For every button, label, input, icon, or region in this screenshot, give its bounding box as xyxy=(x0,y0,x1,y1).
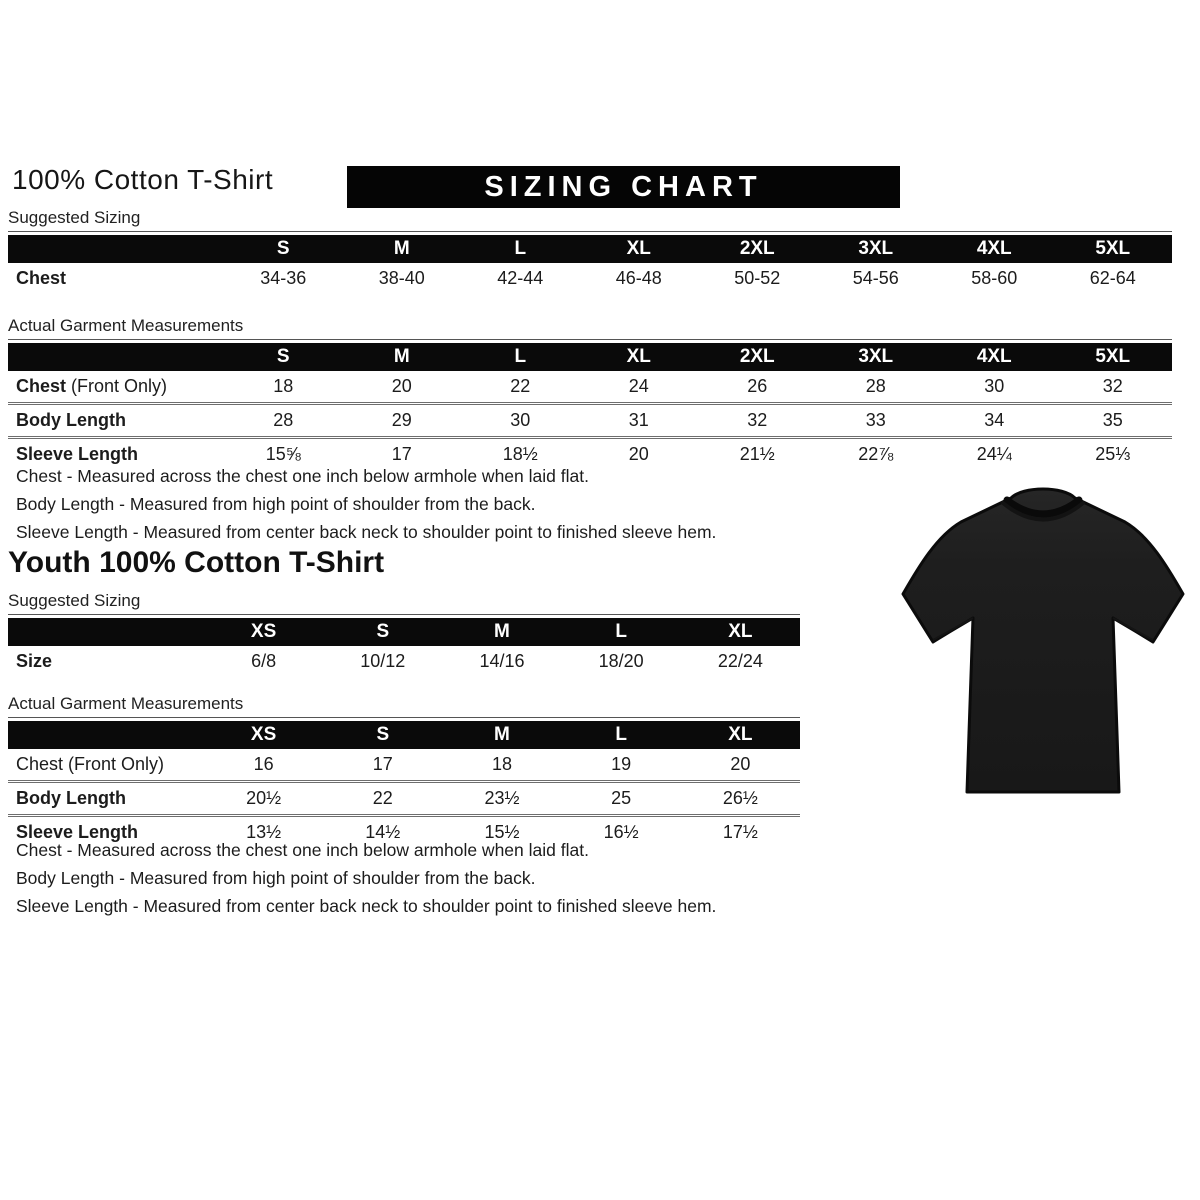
col-header-empty xyxy=(8,235,224,263)
youth-actual-measurements-section xyxy=(8,694,800,848)
col-header: S xyxy=(323,721,442,749)
table-row-chest xyxy=(8,371,1172,404)
col-header: L xyxy=(562,618,681,646)
row-label: Chest (Front Only) xyxy=(16,376,168,396)
table-row-size xyxy=(8,646,800,677)
row-label: Sleeve Length xyxy=(8,816,204,849)
cell: 24 xyxy=(628,376,649,396)
cell: 34-36 xyxy=(260,268,307,288)
tshirt-icon xyxy=(890,472,1196,812)
cell: 50-52 xyxy=(734,268,781,288)
col-header: S xyxy=(224,235,343,263)
youth-section-title: Youth 100% Cotton T-Shirt xyxy=(8,546,385,579)
cell: 21½ xyxy=(698,438,817,471)
col-header: 5XL xyxy=(1054,343,1173,371)
cell: 22 xyxy=(323,782,442,816)
col-header: 4XL xyxy=(935,343,1054,371)
cell: 14/16 xyxy=(479,651,525,671)
cell: 38-40 xyxy=(378,268,425,288)
col-header: 4XL xyxy=(935,235,1054,263)
cell: 20 xyxy=(580,438,699,471)
row-label: Sleeve Length xyxy=(8,438,224,471)
col-header: 2XL xyxy=(698,343,817,371)
note-body-length: Body Length - Measured from high point of shoulder from the back. xyxy=(16,868,536,888)
section-label: Suggested Sizing xyxy=(8,591,800,615)
col-header: 3XL xyxy=(817,343,936,371)
note-sleeve-length: Sleeve Length - Measured from center back neck to shoulder point to finished sleeve hem. xyxy=(16,522,717,542)
adult-suggested-table xyxy=(8,235,1172,294)
cell: 16 xyxy=(253,754,274,774)
col-header: XL xyxy=(580,235,699,263)
note-chest: Chest - Measured across the chest one inch below armhole when laid flat. xyxy=(16,840,589,860)
cell: 23½ xyxy=(442,782,561,816)
cell: 13½ xyxy=(204,816,323,849)
cell: 22 xyxy=(510,376,531,396)
cell: 24¼ xyxy=(935,438,1054,471)
cell: 10/12 xyxy=(360,651,406,671)
col-header: S xyxy=(224,343,343,371)
cell: 18 xyxy=(273,376,294,396)
cell: 46-48 xyxy=(615,268,662,288)
cell: 32 xyxy=(698,404,817,438)
row-label: Body Length xyxy=(8,782,204,816)
adult-suggested-sizing-section xyxy=(8,208,1172,294)
cell: 15⅝ xyxy=(224,438,343,471)
cell: 18/20 xyxy=(598,651,644,671)
section-label: Actual Garment Measurements xyxy=(8,316,1172,340)
col-header: XL xyxy=(681,618,800,646)
table-row xyxy=(8,263,1172,294)
adult-actual-measurements-section xyxy=(8,316,1172,470)
cell: 18½ xyxy=(461,438,580,471)
youth-actual-table xyxy=(8,721,800,848)
cell: 30 xyxy=(461,404,580,438)
section-label: Suggested Sizing xyxy=(8,208,1172,232)
col-header-empty xyxy=(8,721,204,749)
cell: 26½ xyxy=(681,782,800,816)
row-label: Body Length xyxy=(8,404,224,438)
col-header: XL xyxy=(681,721,800,749)
cell: 33 xyxy=(817,404,936,438)
cell: 14½ xyxy=(323,816,442,849)
cell: 26 xyxy=(747,376,768,396)
cell: 54-56 xyxy=(852,268,899,288)
col-header: L xyxy=(461,235,580,263)
cell: 30 xyxy=(984,376,1005,396)
col-header-empty xyxy=(8,343,224,371)
cell: 17 xyxy=(343,438,462,471)
youth-suggested-sizing-section xyxy=(8,591,800,677)
note-sleeve-length: Sleeve Length - Measured from center back neck to shoulder point to finished sleeve hem. xyxy=(16,896,717,916)
cell: 15½ xyxy=(442,816,561,849)
col-header: L xyxy=(461,343,580,371)
cell: 28 xyxy=(865,376,886,396)
cell: 62-64 xyxy=(1089,268,1136,288)
cell: 34 xyxy=(935,404,1054,438)
cell: 20 xyxy=(391,376,412,396)
cell: 22⅞ xyxy=(817,438,936,471)
col-header: 5XL xyxy=(1054,235,1173,263)
col-header: 2XL xyxy=(698,235,817,263)
col-header: M xyxy=(343,343,462,371)
adult-measurement-notes xyxy=(16,462,716,546)
col-header: L xyxy=(562,721,681,749)
col-header: XS xyxy=(204,721,323,749)
cell: 58-60 xyxy=(971,268,1018,288)
youth-measurement-notes xyxy=(16,836,716,920)
cell: 18 xyxy=(491,754,512,774)
page-title: 100% Cotton T-Shirt xyxy=(12,164,274,195)
youth-suggested-table xyxy=(8,618,800,677)
row-label: Size xyxy=(16,651,53,671)
table-header-row xyxy=(8,618,800,646)
note-body-length: Body Length - Measured from high point of shoulder from the back. xyxy=(16,494,536,514)
col-header-empty xyxy=(8,618,204,646)
note-chest: Chest - Measured across the chest one inch below armhole when laid flat. xyxy=(16,466,589,486)
adult-actual-table xyxy=(8,343,1172,470)
cell: 6/8 xyxy=(251,651,277,671)
col-header: M xyxy=(343,235,462,263)
cell: 19 xyxy=(611,754,632,774)
cell: 42-44 xyxy=(497,268,544,288)
table-row-body-length xyxy=(8,404,1172,438)
col-header: XL xyxy=(580,343,699,371)
col-header: S xyxy=(323,618,442,646)
cell: 22/24 xyxy=(717,651,763,671)
row-label: Chest xyxy=(16,268,67,288)
col-header: XS xyxy=(204,618,323,646)
col-header: M xyxy=(442,618,561,646)
table-row-chest xyxy=(8,749,800,782)
cell: 20½ xyxy=(204,782,323,816)
cell: 17½ xyxy=(681,816,800,849)
col-header: 3XL xyxy=(817,235,936,263)
table-header-row xyxy=(8,721,800,749)
table-row-body-length xyxy=(8,782,800,816)
cell: 29 xyxy=(343,404,462,438)
table-header-row xyxy=(8,343,1172,371)
cell: 16½ xyxy=(562,816,681,849)
cell: 17 xyxy=(372,754,393,774)
row-label: Chest (Front Only) xyxy=(16,754,165,774)
black-tshirt-image xyxy=(890,472,1196,812)
cell: 35 xyxy=(1054,404,1173,438)
cell: 25 xyxy=(562,782,681,816)
cell: 32 xyxy=(1102,376,1123,396)
cell: 28 xyxy=(224,404,343,438)
sizing-chart-banner: SIZING CHART xyxy=(347,166,900,208)
cell: 31 xyxy=(580,404,699,438)
col-header: M xyxy=(442,721,561,749)
section-label: Actual Garment Measurements xyxy=(8,694,800,718)
cell: 25⅓ xyxy=(1054,438,1173,471)
table-header-row xyxy=(8,235,1172,263)
cell: 20 xyxy=(730,754,751,774)
